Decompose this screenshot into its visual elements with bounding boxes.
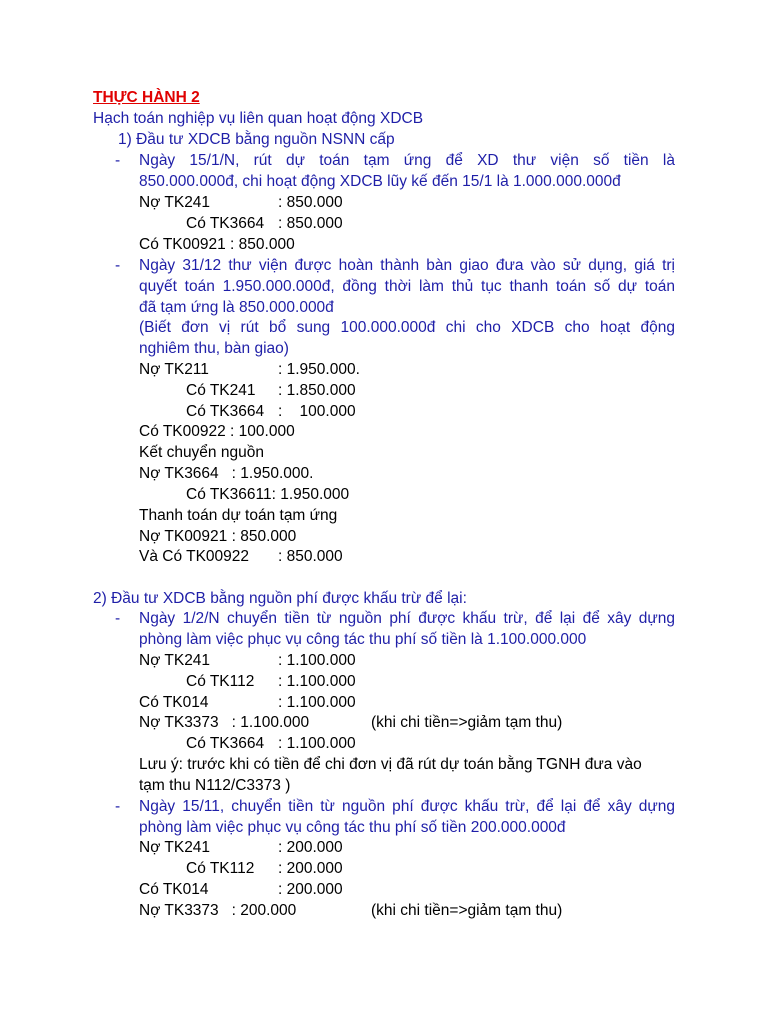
bullet-dash: - bbox=[115, 798, 121, 815]
entry-amount: : 1.100.000 bbox=[278, 652, 356, 669]
entry-amount: : 850.000 bbox=[278, 194, 343, 211]
entry-debit-account: Nợ TK211 bbox=[139, 361, 209, 378]
entry-line: Nợ TK3373 : 1.100.000 bbox=[139, 714, 310, 731]
entry-credit-account: Và Có TK00922 bbox=[139, 548, 250, 565]
entry-credit-account: Có TK112 bbox=[186, 673, 255, 690]
entry-debit-account: Nợ TK241 bbox=[139, 194, 211, 211]
entry-credit-account: Có TK241 bbox=[186, 382, 256, 399]
entry-line: Nợ TK00921 : 850.000 bbox=[139, 528, 297, 545]
s2-item2-line1: Ngày 15/11, chuyển tiền từ nguồn phí được khấu trừ, để lại để xây dựng bbox=[139, 798, 675, 815]
bullet-dash: - bbox=[115, 257, 121, 274]
s1-item1-line2: 850.000.000đ, chi hoạt động XDCB lũy kế đến 15/1 là 1.000.000.000đ bbox=[139, 173, 621, 190]
entry-amount: : 1.950.000. bbox=[278, 361, 360, 378]
entry-amount: : 1.100.000 bbox=[278, 694, 356, 711]
entry-amount: : 1.100.000 bbox=[278, 735, 356, 752]
entry-line: Kết chuyển nguồn bbox=[139, 444, 264, 461]
note-line: Lưu ý: trước khi có tiền để chi đơn vị đã rút dự toán bằng TGNH đưa vào bbox=[139, 756, 642, 773]
entry-amount: : 850.000 bbox=[278, 215, 343, 232]
entry-amount: : 1.100.000 bbox=[278, 673, 356, 690]
entry-line: Có TK00921 : 850.000 bbox=[139, 236, 295, 253]
entry-credit-account: Có TK014 bbox=[139, 881, 209, 898]
entry-amount: : 200.000 bbox=[278, 860, 343, 877]
bullet-dash: - bbox=[115, 610, 121, 627]
entry-credit-account: Có TK3664 bbox=[186, 215, 265, 232]
bullet-dash: - bbox=[115, 152, 121, 169]
s1-item2-line5: nghiêm thu, bàn giao) bbox=[139, 340, 289, 357]
entry-amount: : 1.850.000 bbox=[278, 382, 356, 399]
s1-item2-line1: Ngày 31/12 thư viện được hoàn thành bàn giao đưa vào sử dụng, giá trị bbox=[139, 257, 675, 274]
s2-item2-line2: phòng làm việc phục vụ công tác thu phí số tiền 200.000.000đ bbox=[139, 819, 566, 836]
s1-item2-line4: (Biết đơn vị rút bổ sung 100.000.000đ chi cho XDCB cho hoạt động bbox=[139, 319, 675, 336]
page-subtitle: Hạch toán nghiệp vụ liên quan hoạt động XDCB bbox=[93, 110, 424, 127]
entry-note: (khi chi tiền=>giảm tạm thu) bbox=[371, 902, 563, 919]
entry-credit-account: Có TK112 bbox=[186, 860, 255, 877]
entry-debit-account: Nợ TK241 bbox=[139, 839, 211, 856]
s1-item2-line2: quyết toán 1.950.000.000đ, đồng thời làm thủ tục thanh toán số dự toán bbox=[139, 278, 675, 295]
entry-line: Nợ TK3373 : 200.000 bbox=[139, 902, 297, 919]
entry-amount: : 100.000 bbox=[278, 403, 356, 420]
entry-amount: : 200.000 bbox=[278, 881, 343, 898]
s2-item1-line2: phòng làm việc phục vụ công tác thu phí số tiền là 1.100.000.000 bbox=[139, 631, 587, 648]
entry-debit-account: Nợ TK241 bbox=[139, 652, 211, 669]
entry-credit-account: Có TK014 bbox=[139, 694, 209, 711]
page-title: THỰC HÀNH 2 bbox=[93, 89, 200, 106]
entry-credit-account: Có TK3664 bbox=[186, 735, 265, 752]
s1-item1-line1: Ngày 15/1/N, rút dự toán tạm ứng để XD thư viện số tiền là bbox=[139, 152, 675, 169]
entry-line: Thanh toán dự toán tạm ứng bbox=[139, 507, 338, 524]
note-line: tạm thu N112/C3373 ) bbox=[139, 777, 291, 794]
section1-heading: 1) Đầu tư XDCB bằng nguồn NSNN cấp bbox=[118, 131, 395, 148]
entry-amount: : 850.000 bbox=[278, 548, 343, 565]
entry-amount: : 200.000 bbox=[278, 839, 343, 856]
entry-line: Có TK36611: 1.950.000 bbox=[186, 486, 350, 503]
entry-line: Có TK00922 : 100.000 bbox=[139, 423, 295, 440]
s1-item2-line3: đã tạm ứng là 850.000.000đ bbox=[139, 299, 334, 316]
s2-item1-line1: Ngày 1/2/N chuyển tiền từ nguồn phí được khấu trừ, để lại để xây dựng bbox=[139, 610, 675, 627]
section2-heading: 2) Đầu tư XDCB bằng nguồn phí được khấu trừ để lại: bbox=[93, 590, 467, 607]
entry-credit-account: Có TK3664 bbox=[186, 403, 265, 420]
entry-line: Nợ TK3664 : 1.950.000. bbox=[139, 465, 314, 482]
entry-note: (khi chi tiền=>giảm tạm thu) bbox=[371, 714, 563, 731]
